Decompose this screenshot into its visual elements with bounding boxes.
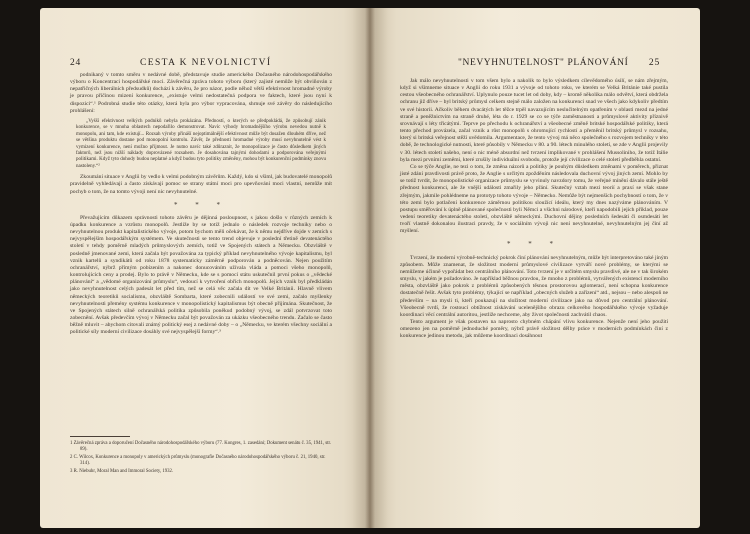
right-running-title: "NEVYHNUTELNOST" PLÁNOVÁNÍ [458,58,629,68]
paragraph: podnikaný v tomto směru v nedávné době, představuje studie amerického Dočasného národohospodářského výboru o Koncentraci hospodářské moci. Závěrečná zpráva tohoto výboru (který zajisté nemůže být obviňován z nepatřičných liberálních předsudků) dochází k závěru, že pro názor, podle něhož větší efektivnost hromadné výroby je pravou příčinou mizení konkurence, „existuje velmi nedostatečná podpora ve faktech, které jsou nyní k dispozici“.¹ Podrobná studie této otázky, která byla pro výbor vypracována, shrnuje své závěry do následujícího prohlášení: [70,72,332,114]
block-quote: „Vyšší efektivnost velkých podniků nebyla prokázána. Předností, o kterých se předpokládá, že způsobují zánik konkurence, se v mnoha oblastech nepodařilo demonstrovat. Navíc výhody hromadnějšího výrobu nevedou nutně k monopolu, ani tam, kde existují... Rozsah výroby přináší nejoptimálnější efektivnost může být dosažen dlouhém dříve, než se většina produktu dostane pod monopolní kontrolu. Závěr, že přednosti hromadné výroby musí nevyhnutelně vést k vymizení konkurence, není možno přijmout. Je nutno navíc také zdůraznit, že monopolizace je často důsledkem jiných faktorů, než jsou nižší náklady doprovázené rozsahem. Je dosahována tajnými dohodami a podporována veřejnými politikami. Když tyto dohody budou neplatné a když budou tyto politiky změněny, mohou být konkurenční podmínky znovu nastoleny.“² [76,118,326,169]
footnote: 3 R. Niebuhr, Moral Man and Immoral Society, 1932. [70,469,174,475]
right-body-text [400,78,668,340]
section-break: * * * [174,200,228,209]
book-gutter [365,8,375,528]
footnote: 1 Závěrečná zpráva a doporučení Dočasného národohospodářského výboru (77. Kongres, 1. zasedání; Dokument senátu č. 35, 1941, str. 89). [70,440,332,452]
paragraph: Co se týče Anglie, ne tezi o tom, že změna názorů a politiky je pouhým důsledkem změnami v poměrech, přiznat jisté zdání pravdivosti právě proto, že Anglie s určitým zpožděním následovala duchovní vývoj jiných zemí. Mohlo by se totiž tvrdit, že monopolistické organizace průmyslu se vyvinuly navzdory tomu, že veřejné mínění dávalo stále ještě přednost konkurenci, ale že vnější události zmařily jeho přání. Skutečný vztah mezi teorií a praxí se však stane zřejmým, jakmile pohlédneme na prototyp tohoto vývoje – Německo. Nemůže být nejmenších pochybností o tom, že v této zemi bylo potlačení konkurence záměrnou politikou sloužící ideálu, který my dnes nazýváme plánováním. V postupu směřování k úplně plánované společnosti byli Němci a všichni národové, kteří napodobili jejich příklad, pouze vedení teoretiky devatenáctého století, obzvláště německými. Duchovní dějiny posledních šedesáti či osmdesáti let tvoří vlastně dokonalou ilustraci pravdy, že v sociálním vývoji nic není nevyhnutelné, nevyhnutelným jej činí až myšlení. [400,163,668,235]
right-page-number: 25 [648,58,660,68]
footnote: 2 C. Wilcox, Konkurence a monopoly v amerických průmyslu (monografie Dočasného národohospodářského výboru č. 21, 1940, str. 314). [70,454,326,467]
right-page [370,8,700,528]
paragraph: Tento argument je však postaven na naprosto chybném chápání vlivu konkurence. Nejenže není jeho použití omezeno jen na poměrně jednoduché poměry, nýbrž právě složitost dělby práce v moderních podmínkách činí z konkurence jedinou metodu, jak můžeme koordinaci dosáhnout [400,319,668,340]
paragraph: Převažujícím důkazem správnosti tohoto závěru je dějinná posloupnost, s jakou došlo v různých zemích k úpadku konkurence a vzrůstu monopolů. Jestliže by se totiž jednalo o následek rozvoje techniky nebo o nevyhnutelnou produkt kapitalistického vývoje, potom bychom měli očekávat, že k němu nejdříve dojde v zemích s nejvyspělejším hospodářským systémem. Ve skutečnosti se tento trend objevuje v poslední třetině devatenáctého století v tehdy poměrně mladých průmyslových zemích, totiž ve Spojených státech a Německu. Obzvláště v posledně jmenované zemi, která začala být považována za typický příklad nevyhnutelného vývoje kapitalismu, byl vznik kartelů a syndikátů od roku 1878 systematicky záměrně podporován a podněcován. Nejen použitím ochranářství, nýbrž přímým pobízením a nakonec donucováním užívala vláda a pomoci všeho monopolů, kontrolujících ceny a prodej. Bylo to právě v Německu, kde se s pomocí státu uskutečnil první pokus o „vědecké plánování“ a „vědomé organizování průmyslu“, vedoucí k vytvoření obřích monopolů. Jejich vznik byl předkládán jako nevyhnutelnost celých padesát let před tím, než se celá věc začala dít ve Velké Británii. Hlavně vlivem německých teoretiků socialismu, obzvláště Sombarta, které zobecnili událostí ve své zemi, začalo myšlenky nevyhnutelnosti přemény systému konkurence v monopolistický kapitalismus být obecně přijímána. Skutečnost, že ve Spojených státech silně ochranářská politika způsobila poněkud podobný vývoj, se zdál potvrzovat toto zobecnění. Avšak předevčím vývoj v Německu začal být považován za ukázku všeobecného trendu. Začalo se často běžně mluvit – abychom citovali známý politický esej z nedávné doby – o „Německu, ve kterém všechny sociální a politické síly moderní civilizace dosáhly své nejvyspělejší formy“.³ [70,214,332,336]
left-page-number: 24 [70,58,82,68]
paragraph: Jak málo nevyhnutelnosti v tom všem bylo a nakolik to bylo výsledkem cílevědomého úsilí, se nám zřejmým, když si všimneme situace v Anglii do roku 1931 a vývoje od tohoto roku, ve kterém se Velká Británie také pustila cestou všeobecného ochranářství. Uplynulo pouze tucet let od doby, kdy – kromě několika málo odvětví, která obdržela ochranu již dříve – byl britský průmysl celkem stejně málo založen na konkurenci snad ve všech jako kdykoliv předtím ve své historii. Ačkoliv během dvacátých let těžce trpěl navazujícím neslučitelným opatřením v oblasti mezd na jedné straně a peněžnictvím na straně druhé, léta do r. 1929 se co se týče zaměstnanosti a průmyslové aktivity příznivě srovnávají s léty třicátými. Teprve po přechodu k ochranářství a všeobecné změně britské hospodářské politiky, která tento přechod provázela, začal vznik a růst monopolů s ohromující rychlostí a přeměnil britský průmysl v rozsahu, který si britská veřejnost stěží uvědomila. Argumentace, že tento vývoj má něco společného s rozvojem techniky v této době, že technologické nutnosti, které působily v Německu v 80. a 90. létech minulého století, se zde v Anglii projevily v 30. létech století našeho, není o nic méně absurdní než tvrzení implikované v prohlášení Mussoliniho, že totiž Itálie byla mezi prvními zeměmi, které zrušily individuální svobodu, protože její civilizace o celé století předběhla ostatní. [400,78,668,163]
left-running-title: CESTA K NEVOLNICTVÍ [140,58,272,68]
paragraph: Zkoumání situace v Anglii by vedlo k velmi podobným závěrům. Každý, kdo si všiml, jak budovatelé monopolů pravidelně vyhledávají a často získávají pomoc se strany státní moci pro upevňování moci vlastní, nemůže mít pochyb o tom, že na tomto vývoji není nic nevyhnutelné. [70,174,332,195]
section-break: * * * [507,240,561,249]
paragraph: Tvrzení, že moderní výrobně-technický pokrok činí plánování nevyhnutelným, může být interpretováno také jiným způsobem. Může znamenat, že složitost moderní průmyslové civilizace vytváří nové problémy, se kterými se nemůžeme účinně vypořádat bez centrálního plánování. Toto tvrzení je v určitém smyslu pravdivé, ale ne v tak širokém smyslu, v jakém je požadováno. Je například běžnou pravdou, že mnoho z problémů, vytvářených existencí moderního města, obzvláště jako pokrok z problémů způsobených těsnou prostorovou aglomerací, není schopna konkurence dostatečně řešit. Avšak tyto problémy, týkající se například „obecných služeb a zařízení“ atd., nejsou – nebo alespoň ne především – na mysli ti, kteří poukazují na složitost moderní civilizace jako na důvod pro centrální plánování. Všeobecně tvrdí, že rostoucí obtížnost získávání ucelenějšího obrazu celkového hospodářského vývoje vyžaduje koordinaci věcí centrální autoritou, jestliže nechceme, aby život společnosti zachvátil chaos. [400,254,668,318]
left-body-text [70,72,332,336]
footnote-rule [70,436,130,437]
left-page [40,8,370,528]
footnotes [70,436,332,477]
